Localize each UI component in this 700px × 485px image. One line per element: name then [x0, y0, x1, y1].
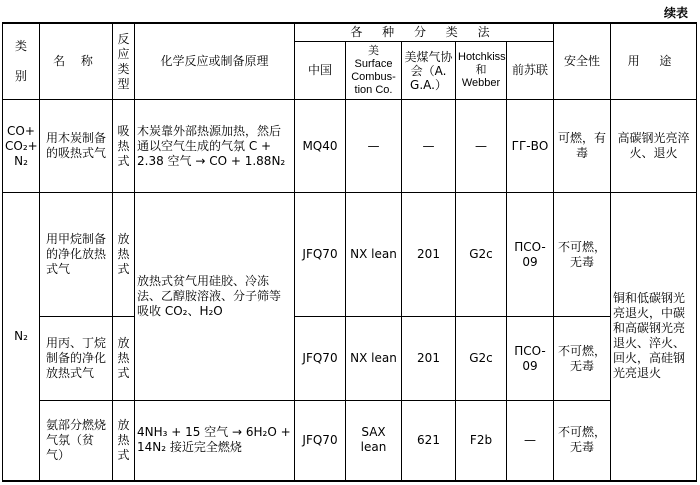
cell-hotchkiss: G2c: [456, 317, 507, 401]
cell-name: 用丙、丁烷制备的净化放热式气: [40, 317, 113, 401]
header-surface: 美 Surface Combus- tion Co.: [346, 42, 402, 100]
cell-china: JFQ70: [295, 317, 346, 401]
cell-safety: 不可燃，无毒: [554, 317, 611, 401]
atmosphere-classification-table: [2, 22, 697, 482]
cell-category: N₂: [3, 193, 40, 481]
header-safety: 安全性: [554, 23, 611, 100]
cell-safety: 不可燃，无毒: [554, 401, 611, 481]
header-aga: 美煤气协会（A. G.A.）: [402, 42, 456, 100]
cell-type: 放热式: [113, 401, 135, 481]
cell-ussr: ПCO-09: [507, 317, 554, 401]
cell-principle: 放热式贫气用硅胶、冷冻法、乙醇胺溶液、分子筛等吸收 CO₂、H₂O: [135, 193, 295, 401]
cell-surface: SAX lean: [346, 401, 402, 481]
continued-label: 续表: [663, 6, 688, 20]
table-row: [3, 100, 697, 193]
header-principle: 化学反应或制备原理: [135, 23, 295, 100]
cell-usage: 高碳钢光亮淬火、退火: [611, 100, 697, 193]
header-name: 名 称: [40, 23, 113, 100]
header-ussr: 前苏联: [507, 42, 554, 100]
table-row: [3, 317, 697, 401]
cell-aga: 201: [402, 317, 456, 401]
cell-aga: 621: [402, 401, 456, 481]
cell-china: JFQ70: [295, 401, 346, 481]
cell-china: JFQ70: [295, 193, 346, 317]
cell-aga: 201: [402, 193, 456, 317]
cell-surface: —: [346, 100, 402, 193]
table-row: [3, 193, 697, 317]
cell-category: CO+ CO₂+ N₂: [3, 100, 40, 193]
cell-ussr: —: [507, 401, 554, 481]
table-row: [3, 401, 697, 481]
cell-type: 吸热式: [113, 100, 135, 193]
header-row-1: [3, 23, 697, 42]
header-china: 中国: [295, 42, 346, 100]
header-reaction-type: 反应类型: [113, 23, 135, 100]
cell-hotchkiss: F2b: [456, 401, 507, 481]
header-usage: 用 途: [611, 23, 697, 100]
cell-safety: 不可燃，无毒: [554, 193, 611, 317]
cell-ussr: ГГ-ВО: [507, 100, 554, 193]
cell-china: MQ40: [295, 100, 346, 193]
cell-principle: 4NH₃ + 15 空气 → 6H₂O + 14N₂ 接近完全燃烧: [135, 401, 295, 481]
cell-usage: 铜和低碳钢光亮退火，中碳和高碳钢光亮退火、淬火、回火，高硅钢光亮退火: [611, 193, 697, 481]
header-classification: 各 种 分 类 法: [295, 23, 554, 42]
cell-type: 放热式: [113, 193, 135, 317]
cell-name: 用木炭制备的吸热式气: [40, 100, 113, 193]
header-hotchkiss: Hotchkiss 和 Webber: [456, 42, 507, 100]
cell-name: 氨部分燃烧气氛（贫气）: [40, 401, 113, 481]
cell-ussr: ПCO-09: [507, 193, 554, 317]
cell-hotchkiss: G2c: [456, 193, 507, 317]
header-category: 类 别: [3, 23, 40, 100]
cell-aga: —: [402, 100, 456, 193]
cell-safety: 可燃，有毒: [554, 100, 611, 193]
cell-surface: NX lean: [346, 317, 402, 401]
cell-surface: NX lean: [346, 193, 402, 317]
cell-type: 放热式: [113, 317, 135, 401]
cell-principle: 木炭靠外部热源加热，然后通以空气生成的气氛 C + 2.38 空气 → CO + 1.88N₂: [135, 100, 295, 193]
cell-name: 用甲烷制备的净化放热式气: [40, 193, 113, 317]
cell-hotchkiss: —: [456, 100, 507, 193]
